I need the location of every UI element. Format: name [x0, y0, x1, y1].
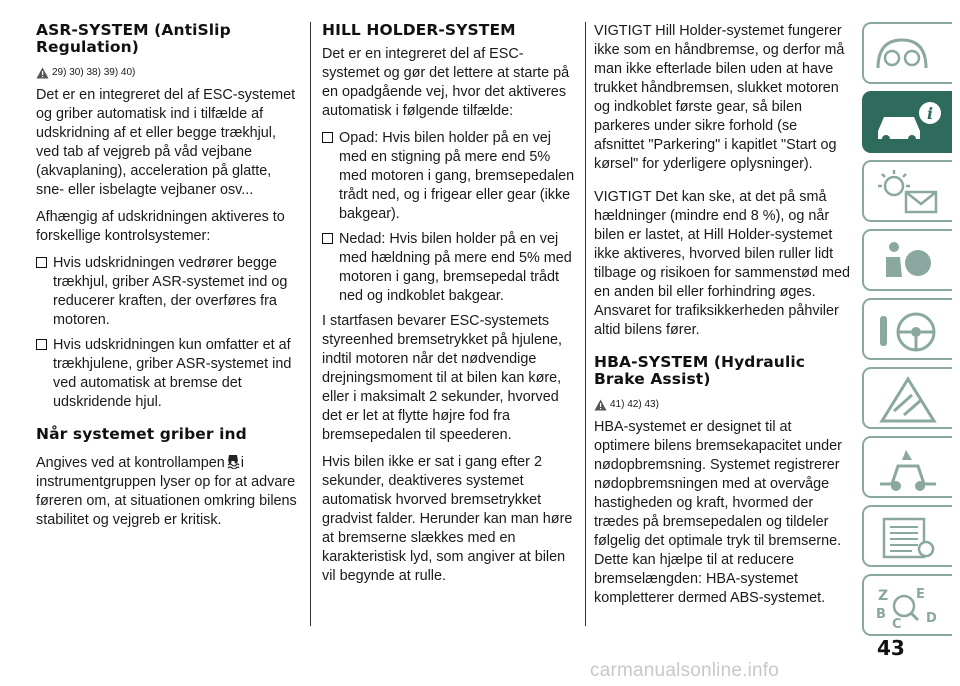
- checkbox-bullet-icon: [36, 339, 47, 350]
- column-3: [594, 22, 850, 616]
- car-info-icon: [872, 99, 944, 149]
- maintenance-icon: [872, 444, 944, 494]
- bullet-item: Opad: Hvis bilen holder på en vej med en stigning på mere end 5% med motoren i gang, bremsepedalen trådt ned, og i frigear eller gear (ikke bakgear).: [322, 129, 580, 224]
- paragraph: HBA-systemet er designet til at optimere bilens bremsekapacitet under nødopbremsning. Systemet registrerer nødopbremsningen med at overvåge hastigheden og kraft, hvormed der trædes på bremsepedalen og tildeler følgelig det optimale tryk til bremserne. Dette kan hjælpe til at reducere bremselængden: HBA-systemet kompletterer dermed ABS-systemet.: [594, 419, 842, 606]
- safety-airbag-icon: [872, 237, 944, 287]
- heading-hill-holder: HILL HOLDER-SYSTEM: [322, 21, 516, 39]
- tab-technical-data[interactable]: [862, 505, 952, 567]
- tab-lights-mail[interactable]: [862, 160, 952, 222]
- svg-text:E: E: [916, 587, 925, 602]
- bullet-item: Nedad: Hvis bilen holder på en vej med hældning på mere end 5% med motoren i gang, bremsepedal trådt ned og indkoblet bakgear.: [322, 230, 580, 306]
- technical-data-icon: [872, 513, 944, 563]
- svg-text:Z: Z: [878, 588, 889, 604]
- heading-when-active: Når systemet griber ind: [36, 425, 247, 443]
- paragraph-important: VIGTIGT Det kan ske, at det på små hældninger (mindre end 8 %), og når bilen er lastet, at Hill Holder-systemet ikke aktiveres, hvorved bilen ruller lidt tilbage og risikoen for sammenstød med en anden bil eller forhindring øges. Ansvaret for trafiksikkerheden påhviler altid bilens fører.: [594, 189, 850, 338]
- esc-warning-lamp-icon: [225, 453, 241, 469]
- checkbox-bullet-icon: [322, 233, 333, 244]
- tab-dashboard[interactable]: [862, 22, 952, 84]
- tab-safety[interactable]: [862, 229, 952, 291]
- page-number: 43: [877, 636, 905, 660]
- bullet-item: Hvis udskridningen vedrører begge trækhjul, griber ASR-systemet ind og reducerer kraften, der overføres fra motoren.: [36, 254, 298, 330]
- paragraph: Afhængig af udskridningen aktiveres to forskellige kontrolsystemer:: [36, 209, 285, 244]
- warning-triangle-icon: [594, 399, 607, 411]
- column-1: [36, 22, 298, 538]
- dashboard-icon: [872, 30, 932, 78]
- heading-hba: HBA-SYSTEM (Hydraulic Brake Assist): [594, 353, 806, 388]
- tab-index[interactable]: [862, 574, 952, 636]
- svg-text:i: i: [927, 104, 934, 123]
- svg-text:D: D: [926, 611, 937, 626]
- checkbox-bullet-icon: [36, 257, 47, 268]
- warning-emergency-icon: [872, 375, 944, 425]
- column-divider: [585, 22, 586, 626]
- paragraph-important: VIGTIGT Hill Holder-systemet fungerer ikke som en håndbremse, og derfor må man ikke efterlade bilen uden at have trukket håndbremsen, slukket motoren og indkoblet første gear, så bilen parkeres under sikre forhold (se afsnittet "Parkering" i kapitlet "Start og kørsel" for yderligere oplysninger).: [594, 23, 845, 172]
- svg-text:B: B: [876, 607, 886, 622]
- paragraph: Det er en integreret del af ESC-systemet og gør det lettere at starte på en opadgående vej, hvor det aktiveres automatisk i følgende tilfælde:: [322, 46, 570, 119]
- paragraph: I startfasen bevarer ESC-systemets styreenhed bremsetrykket på hjulene, indtil motoren når det nødvendige drejningsmoment til at bilen kan køre, eller i maksimalt 2 sekunder, hvorved det er let at flytte højre fod fra bremsepedalen til speederen.: [322, 313, 562, 443]
- refs-asr: 29) 30) 38) 39) 40): [36, 66, 298, 80]
- starting-driving-icon: [872, 306, 944, 356]
- chapter-tab-sidebar: [856, 22, 960, 643]
- tab-emergency[interactable]: [862, 367, 952, 429]
- tab-car-info[interactable]: [862, 91, 952, 153]
- lights-mail-icon: [872, 168, 944, 218]
- heading-asr: ASR-SYSTEM (AntiSlip Regulation): [36, 21, 231, 56]
- svg-text:C: C: [892, 617, 902, 632]
- watermark: carmanualsonline.info: [590, 660, 780, 681]
- refs-hba: 41) 42) 43): [594, 398, 850, 412]
- paragraph: Det er en integreret del af ESC-systemet og griber automatisk ind i tilfælde af udskridning af et eller begge trækhjul, ved tab af vejgreb på våd vejbane (akvaplaning), acceleration på glatte, sne- eller isbelagte vejbaner osv...: [36, 87, 296, 198]
- tab-maintenance[interactable]: [862, 436, 952, 498]
- column-divider: [310, 22, 311, 626]
- checkbox-bullet-icon: [322, 132, 333, 143]
- column-2: [322, 22, 580, 594]
- warning-triangle-icon: [36, 67, 49, 79]
- index-icon: [872, 582, 944, 632]
- paragraph: Hvis bilen ikke er sat i gang efter 2 sekunder, deaktiveres systemet automatisk hvorved bremsetrykket gradvist falder. Herunder kan man høre at bremserne slækkes med en karakteristisk lyd, som angiver at bilen vil begynde at rulle.: [322, 454, 573, 584]
- paragraph: Angives ved at kontrollampen i instrumentgruppen lyser op for at advare føreren om, at situationen omkring bilens stabilitet og vejgreb er kritisk.: [36, 455, 297, 528]
- bullet-item: Hvis udskridningen kun omfatter et af trækhjulene, griber ASR-systemet ind ved automatisk at bremse det udskridende hjul.: [36, 336, 298, 412]
- tab-starting-driving[interactable]: [862, 298, 952, 360]
